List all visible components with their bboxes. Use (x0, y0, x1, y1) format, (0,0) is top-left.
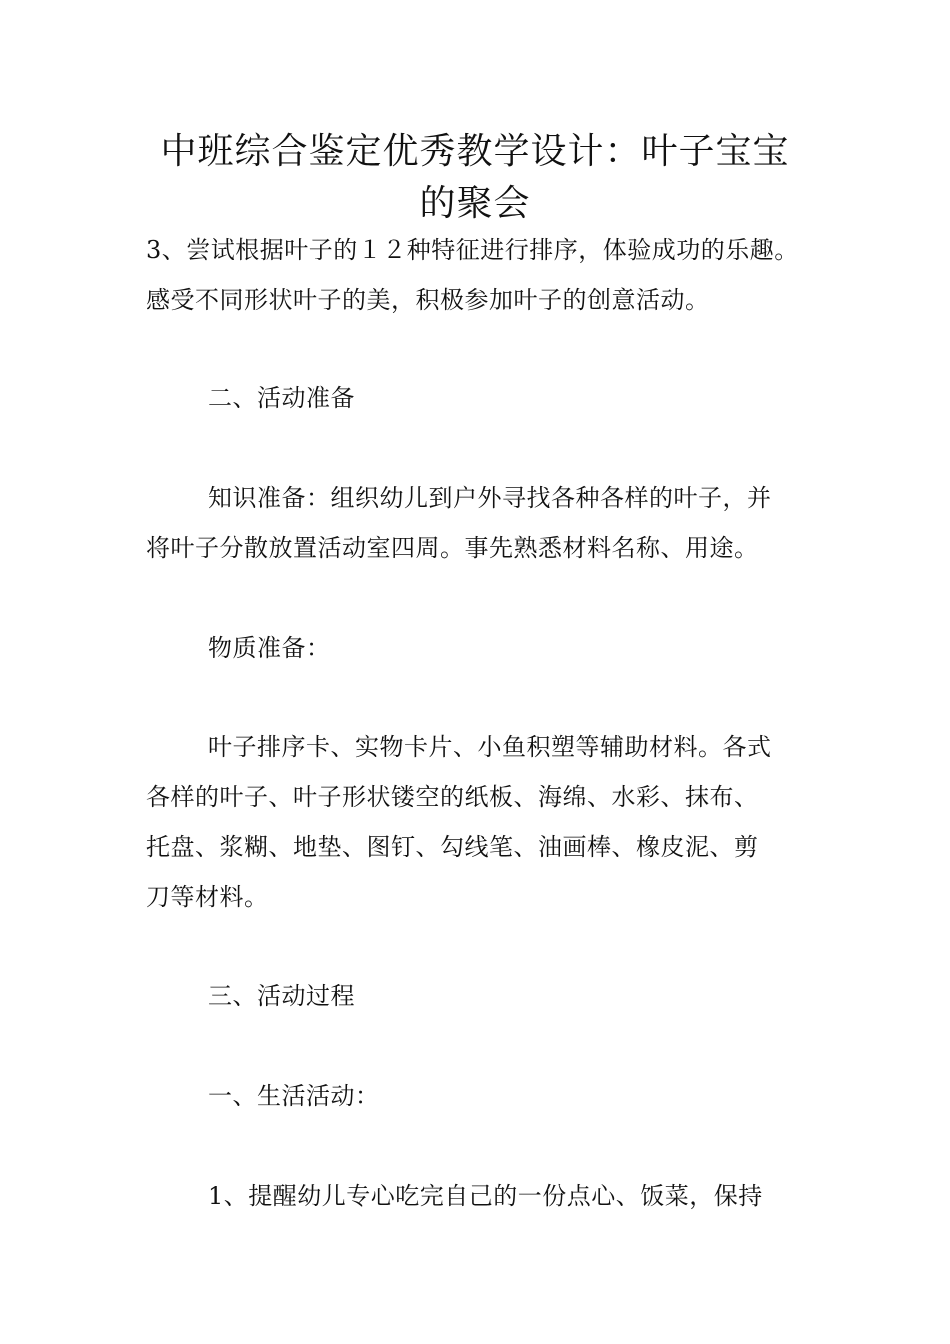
material-list-line-3: 托盘、浆糊、地垫、图钉、勾线笔、油画棒、橡皮泥、剪 (146, 833, 759, 861)
document-title-line-2: 的聚会 (419, 183, 531, 224)
document-title-line-1: 中班综合鉴定优秀教学设计：叶子宝宝 (160, 131, 790, 172)
section-3-heading: 三、活动过程 (208, 982, 355, 1010)
goal-3-line-2: 感受不同形状叶子的美，积极参加叶子的创意活动。 (146, 286, 710, 314)
goal-3-line-1: 3、尝试根据叶子的１２种特征进行排序，体验成功的乐趣。 (146, 236, 799, 264)
life-activity-heading: 一、生活活动： (208, 1082, 380, 1110)
section-2-heading: 二、活动准备 (208, 384, 355, 412)
material-prep-heading: 物质准备： (208, 634, 331, 662)
knowledge-prep-line-1: 知识准备：组织幼儿到户外寻找各种各样的叶子，并 (208, 484, 772, 512)
material-list-line-4: 刀等材料。 (146, 883, 269, 911)
material-list-line-1: 叶子排序卡、实物卡片、小鱼积塑等辅助材料。各式 (208, 733, 772, 761)
material-list-line-2: 各样的叶子、叶子形状镂空的纸板、海绵、水彩、抹布、 (146, 783, 759, 811)
knowledge-prep-line-2: 将叶子分散放置活动室四周。事先熟悉材料名称、用途。 (146, 534, 759, 562)
life-activity-item-1-line-1: 1、提醒幼儿专心吃完自己的一份点心、饭菜，保持 (208, 1182, 763, 1210)
